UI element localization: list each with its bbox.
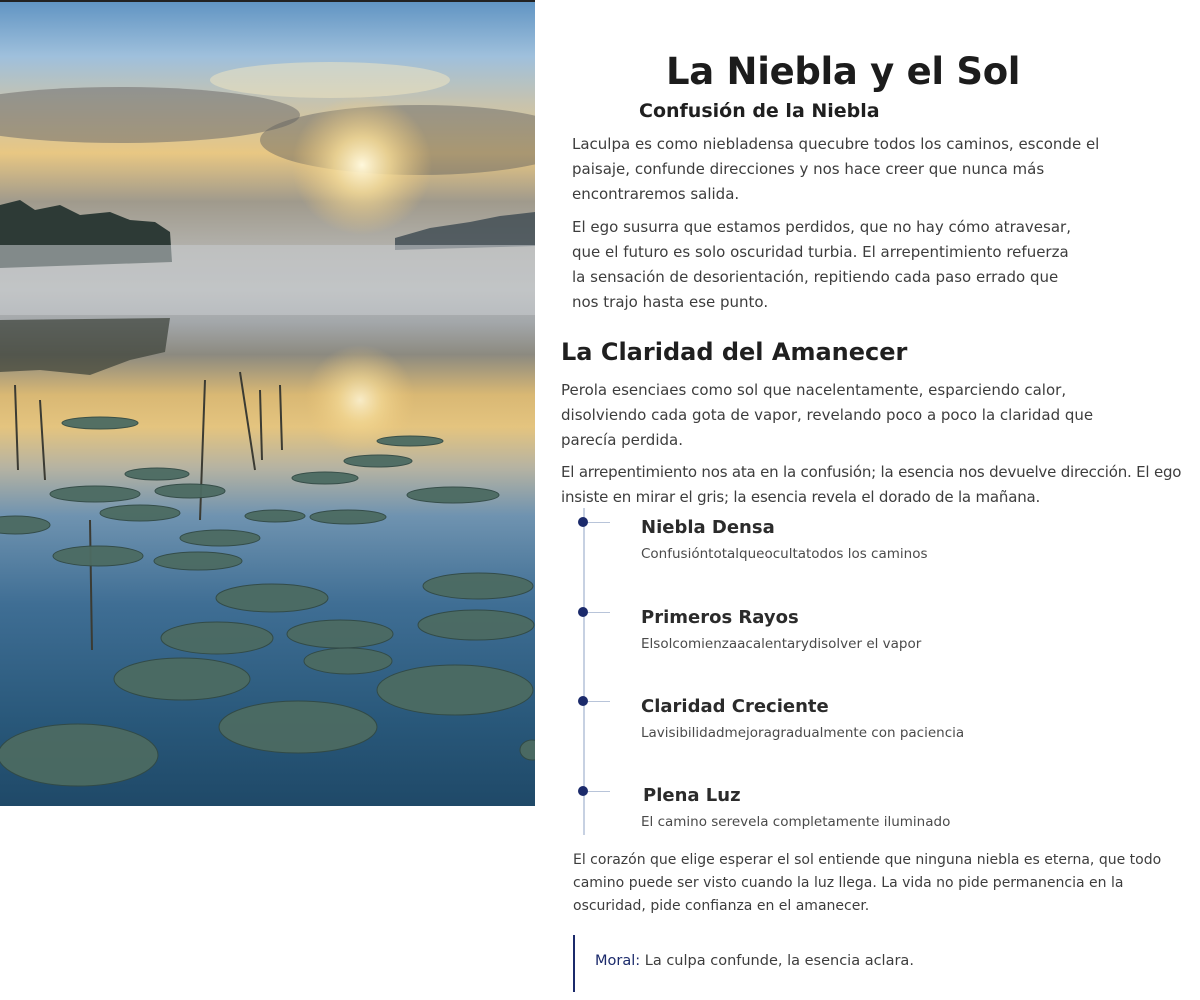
timeline-item-desc: Confusióntotalqueocultatodos los caminos (641, 546, 928, 562)
page-title: La Niebla y el Sol (666, 50, 1021, 93)
timeline-item-title: Primeros Rayos (641, 607, 799, 628)
timeline-tick (586, 791, 610, 792)
paragraph-dawn-1: Perola esenciaes como sol que nacelentamente, esparciendo calor, disolviendo cada gota de vapor, revelando poco a poco la claridad que parecía perdida. (561, 381, 1094, 449)
timeline-dot (578, 786, 588, 796)
moral-text: La culpa confunde, la esencia aclara. (644, 953, 914, 969)
timeline-item-desc: Elsolcomienzaacalentarydisolver el vapor (641, 636, 922, 652)
timeline-dot (578, 607, 588, 617)
moral-label: Moral: (595, 953, 641, 969)
timeline-tick (586, 522, 610, 523)
timeline-item-title: Claridad Creciente (641, 696, 829, 717)
timeline-item-title: Plena Luz (643, 785, 741, 806)
paragraph-fog-2: El ego susurra que estamos perdidos, que no hay cómo atravesar, que el futuro es solo oscuridad turbia. El arrepentimiento refuerza la sensación de desorientación, repitiendo cada paso errado que nos trajo hasta ese punto. (572, 218, 1071, 311)
timeline-item-desc: Lavisibilidadmejoragradualmente con paciencia (641, 725, 965, 741)
timeline-dot (578, 517, 588, 527)
timeline-tick (586, 701, 610, 702)
timeline-item-desc: El camino serevela completamente iluminado (641, 814, 951, 830)
section-heading-dawn: La Claridad del Amanecer (561, 338, 908, 366)
closing-paragraph: El corazón que elige esperar el sol entiende que ninguna niebla es eterna, que todo camino puede ser visto cuando la luz llega. La vida no pide permanencia en la oscuridad, pide confianza en el amanecer. (573, 852, 1162, 914)
paragraph-dawn-2: El arrepentimiento nos ata en la confusión; la esencia nos devuelve dirección. El ego insiste en mirar el gris; la esencia revela el dorado de la mañana. (561, 463, 1182, 506)
lake-sunrise-photo (0, 0, 535, 806)
timeline-dot (578, 696, 588, 706)
section-subtitle: Confusión de la Niebla (639, 100, 880, 122)
timeline-item-title: Niebla Densa (641, 517, 775, 538)
paragraph-fog-1: Laculpa es como niebladensa quecubre todos los caminos, esconde el paisaje, confunde direcciones y nos hace creer que nunca más encontraremos salida. (572, 135, 1100, 203)
moral-quote (573, 935, 975, 992)
timeline-tick (586, 612, 610, 613)
